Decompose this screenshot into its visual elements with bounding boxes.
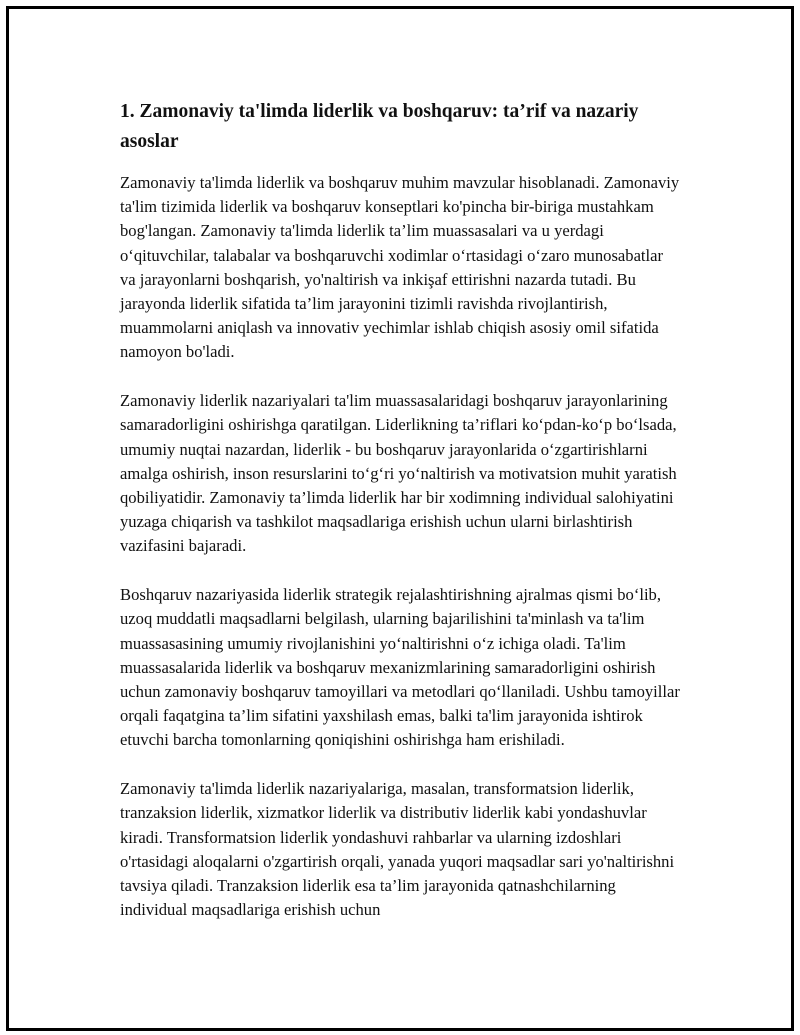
paragraph: Zamonaviy liderlik nazariyalari ta'lim muassasalaridagi boshqaruv jarayonlarining samaradorligini oshirishga qaratilgan. Liderlikning ta’riflari ko‘pdan-ko‘p bo‘lsada, umumiy nuqtai nazardan, liderlik - bu boshqaruv jarayonlarida o‘zgartirishlarni amalga oshirish, inson resurslarini to‘g‘ri yo‘naltirish va motivatsion muhit yaratish qobiliyatidir. Zamonaviy ta’limda liderlik har bir xodimning individual salohiyatini yuzaga chiqarish va tashkilot maqsadlariga erishish uchun ularni birlashtirish vazifasini bajaradi. bbox=[120, 391, 677, 556]
section-heading: 1. Zamonaviy ta'limda liderlik va boshqaruv: ta’rif va nazariy asoslar bbox=[120, 101, 639, 152]
page-frame bbox=[6, 6, 794, 1031]
paragraph: Zamonaviy ta'limda liderlik va boshqaruv muhim mavzular hisoblanadi. Zamonaviy ta'lim tizimida liderlik va boshqaruv konseptlari ko'pincha bir-biriga mustahkam bog'langan. Zamonaviy ta'limda liderlik ta’lim muassasalari va u yerdagi o‘qituvchilar, talabalar va boshqaruvchi xodimlar o‘rtasidagi o‘zaro munosabatlar va jarayonlarni boshqarish, yo'naltirish va inkişaf ettirishni nazarda tutadi. Bu jarayonda liderlik sifatida ta’lim jarayonini tizimli ravishda rivojlantirish, muammolarni aniqlash va innovativ yechimlar ishlab chiqish asosiy omil sifatida namoyon bo'ladi. bbox=[120, 173, 680, 362]
paragraph: Boshqaruv nazariyasida liderlik strategik rejalashtirishning ajralmas qismi bo‘lib, uzoq muddatli maqsadlarni belgilash, ularning bajarilishini ta'minlash va ta'lim muassasasining umumiy rivojlanishini yo‘naltirishni o‘z ichiga oladi. Ta'lim muassasalarida liderlik va boshqaruv mexanizmlarining samaradorligini oshirish uchun zamonaviy boshqaruv tamoyillari va metodlari qo‘llaniladi. Ushbu tamoyillar orqali faqatgina ta’lim sifatini yaxshilash emas, balki ta'lim jarayonida ishtirok etuvchi barcha tomonlarning qoniqishini oshirishga ham erishiladi. bbox=[120, 585, 680, 750]
document-body bbox=[120, 97, 680, 947]
paragraph: Zamonaviy ta'limda liderlik nazariyalariga, masalan, transformatsion liderlik, tranzaksion liderlik, xizmatkor liderlik va distributiv liderlik kabi yondashuvlar kiradi. Transformatsion liderlik yondashuvi rahbarlar va ularning izdoshlari o'rtasidagi aloqalarni o'zgartirish orqali, yanada yuqori maqsadlar sari yo'naltirishni tavsiya qiladi. Tranzaksion liderlik esa ta’lim jarayonida qatnashchilarning individual maqsadlariga erishish uchun bbox=[120, 779, 675, 920]
